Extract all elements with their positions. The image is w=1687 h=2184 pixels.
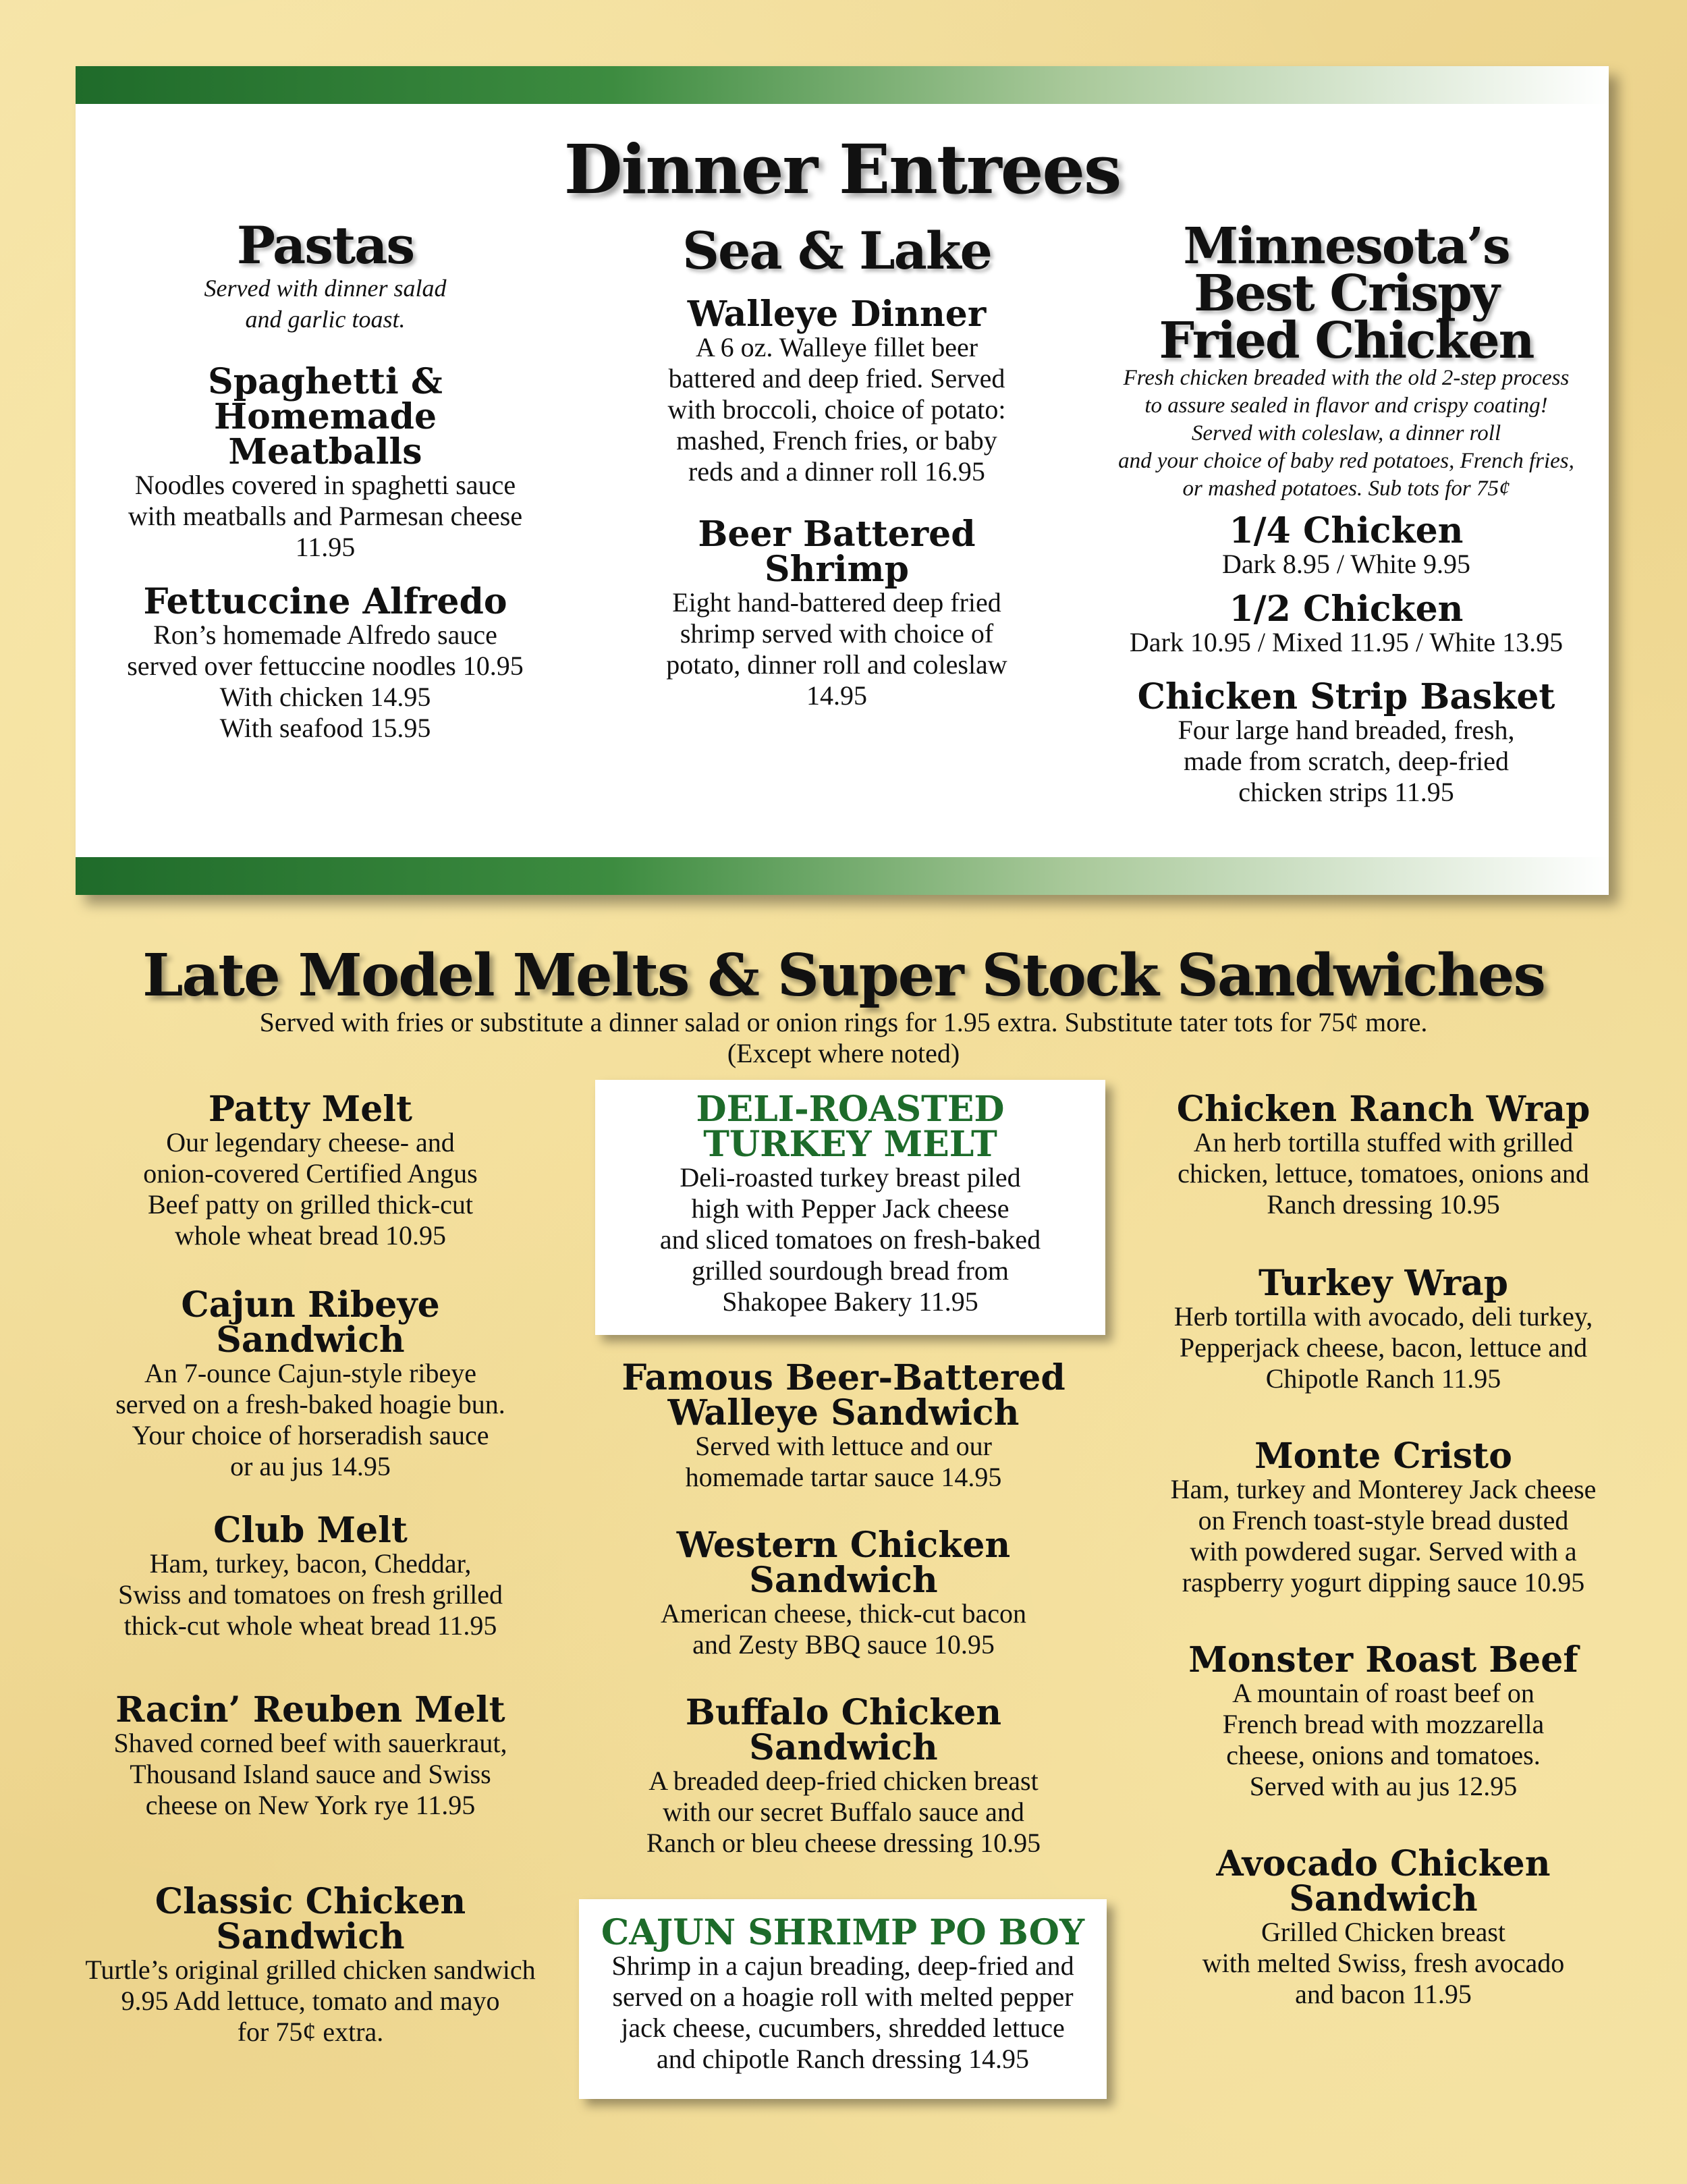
menu-item-name: Classic Chicken Sandwich: [155, 1881, 466, 1957]
menu-item-description: Eight hand-battered deep fried shrimp served with choice of potato, dinner roll and coleslaw 14.95: [666, 587, 1007, 711]
sandwiches-left-column: [54, 1089, 567, 2048]
featured-turkey-melt-card: [595, 1080, 1105, 1335]
menu-item-name: DELI-ROASTED TURKEY MELT: [696, 1089, 1005, 1165]
featured-cajun-shrimp-card: [579, 1899, 1107, 2099]
sea-lake-heading: Sea & Lake: [682, 221, 991, 281]
menu-item-description: Grilled Chicken breast with melted Swiss, fresh avocado and bacon 11.95: [1202, 1917, 1565, 2009]
top-gradient-bar: [76, 66, 1609, 104]
menu-item-description: Our legendary cheese- and onion-covered Certified Angus Beef patty on grilled thick-cut whole wheat bread 10.95: [143, 1127, 478, 1251]
menu-item-description: Four large hand breaded, fresh, made from scratch, deep-fried chicken strips 11.95: [1178, 715, 1515, 807]
menu-item-description: An herb tortilla stuffed with grilled chicken, lettuce, tomatoes, onions and Ranch dressing 10.95: [1178, 1127, 1589, 1220]
menu-item-description: Dark 8.95 / White 9.95: [1221, 549, 1471, 579]
sandwiches-middle-column: [587, 1357, 1100, 1859]
menu-item-description: Shaved corned beef with sauerkraut, Thousand Island sauce and Swiss cheese on New York rye 11.95: [113, 1728, 507, 1820]
menu-item-name: Cajun Ribeye Sandwich: [181, 1284, 440, 1361]
menu-item-name: Chicken Ranch Wrap: [1176, 1089, 1591, 1130]
menu-item-description: An 7-ounce Cajun-style ribeye served on a fresh-baked hoagie bun. Your choice of horseradish sauce or au jus 14.95: [115, 1358, 505, 1481]
menu-item-name: Western Chicken Sandwich: [676, 1525, 1011, 1601]
menu-item-name: Monster Roast Beef: [1188, 1639, 1578, 1681]
menu-item-name: Avocado Chicken Sandwich: [1216, 1843, 1551, 1919]
dinner-entrees-title: Dinner Entrees: [563, 130, 1121, 209]
fried-chicken-column: [1053, 217, 1640, 808]
menu-item-name: Monte Cristo: [1254, 1436, 1512, 1477]
sandwiches-subtitle: Served with fries or substitute a dinner salad or onion rings for 1.95 extra. Substitute tater tots for 75¢ more. (Except where noted): [259, 1007, 1428, 1068]
menu-item-description: Dark 10.95 / Mixed 11.95 / White 13.95: [1129, 627, 1564, 657]
menu-item-description: Served with lettuce and our homemade tartar sauce 14.95: [685, 1431, 1002, 1492]
menu-item-name: Famous Beer-Battered Walleye Sandwich: [621, 1357, 1066, 1434]
pastas-column: [76, 215, 575, 744]
menu-item-description: A breaded deep-fried chicken breast with our secret Buffalo sauce and Ranch or bleu cheese dressing 10.95: [646, 1766, 1041, 1858]
menu-item-name: Turkey Wrap: [1258, 1263, 1509, 1304]
bottom-gradient-bar: [76, 857, 1609, 895]
pastas-heading: Pastas: [236, 215, 414, 275]
menu-item-description: Noodles covered in spaghetti sauce with meatballs and Parmesan cheese 11.95: [128, 470, 523, 562]
menu-item-description: Turtle’s original grilled chicken sandwich 9.95 Add lettuce, tomato and mayo for 75¢ extra.: [85, 1955, 536, 2047]
menu-item-description: Herb tortilla with avocado, deli turkey, Pepperjack cheese, bacon, lettuce and Chipotle Ranch 11.95: [1173, 1301, 1593, 1394]
menu-item-description: Shrimp in a cajun breading, deep-fried and served on a hoagie roll with melted pepper jack cheese, cucumbers, shredded lettuce and chipotle Ranch dressing 14.95: [611, 1950, 1074, 2074]
sandwiches-title: Late Model Melts & Super Stock Sandwiches: [142, 941, 1545, 1010]
sandwiches-right-column: [1120, 1089, 1647, 2010]
menu-item-name: Chicken Strip Basket: [1137, 676, 1555, 717]
fried-chicken-note: Fresh chicken breaded with the old 2-step process to assure sealed in flavor and crispy coating! Served with coleslaw, a dinner roll and your choice of baby red potatoes, French fries, or mashed potatoes. Sub tots for 75¢: [1118, 366, 1574, 501]
sea-lake-column: [587, 221, 1086, 711]
menu-item-description: Ron’s homemade Alfredo sauce served over fettuccine noodles 10.95 With chicken 14.95 With seafood 15.95: [127, 620, 524, 743]
menu-item-name: Beer Battered Shrimp: [698, 514, 976, 590]
menu-item-description: Ham, turkey and Monterey Jack cheese on French toast-style bread dusted with powdered sugar. Served with a raspberry yogurt dipping sauce 10.95: [1170, 1474, 1597, 1598]
menu-item-description: A 6 oz. Walleye fillet beer battered and deep fried. Served with broccoli, choice of potato: mashed, French fries, or baby reds and a dinner roll 16.95: [667, 332, 1006, 487]
menu-item-name: Club Melt: [213, 1510, 408, 1551]
menu-item-description: Deli-roasted turkey breast piled high with Pepper Jack cheese and sliced tomatoes on fresh-baked grilled sourdough bread from Shakopee Bakery 11.95: [659, 1162, 1041, 1317]
menu-item-name: Spaghetti & Homemade Meatballs: [208, 361, 443, 472]
menu-item-name: CAJUN SHRIMP PO BOY: [601, 1912, 1085, 1953]
menu-item-description: A mountain of roast beef on French bread with mozzarella cheese, onions and tomatoes. Served with au jus 12.95: [1222, 1678, 1545, 1801]
menu-item-description: American cheese, thick-cut bacon and Zesty BBQ sauce 10.95: [661, 1598, 1026, 1660]
menu-item-description: Ham, turkey, bacon, Cheddar, Swiss and tomatoes on fresh grilled thick-cut whole wheat bread 11.95: [118, 1548, 503, 1641]
menu-item-name: Buffalo Chicken Sandwich: [685, 1692, 1002, 1768]
menu-item-name: Racin’ Reuben Melt: [115, 1689, 505, 1730]
pastas-note: Served with dinner salad and garlic toast.: [204, 275, 447, 333]
menu-item-name: Patty Melt: [208, 1089, 413, 1130]
menu-item-name: Fettuccine Alfredo: [143, 581, 507, 622]
fried-chicken-heading: Minnesota’s Best Crispy Fried Chicken: [1159, 217, 1534, 370]
menu-item-name: 1/2 Chicken: [1229, 589, 1464, 630]
menu-item-name: 1/4 Chicken: [1229, 510, 1464, 551]
menu-item-name: Walleye Dinner: [687, 294, 987, 335]
